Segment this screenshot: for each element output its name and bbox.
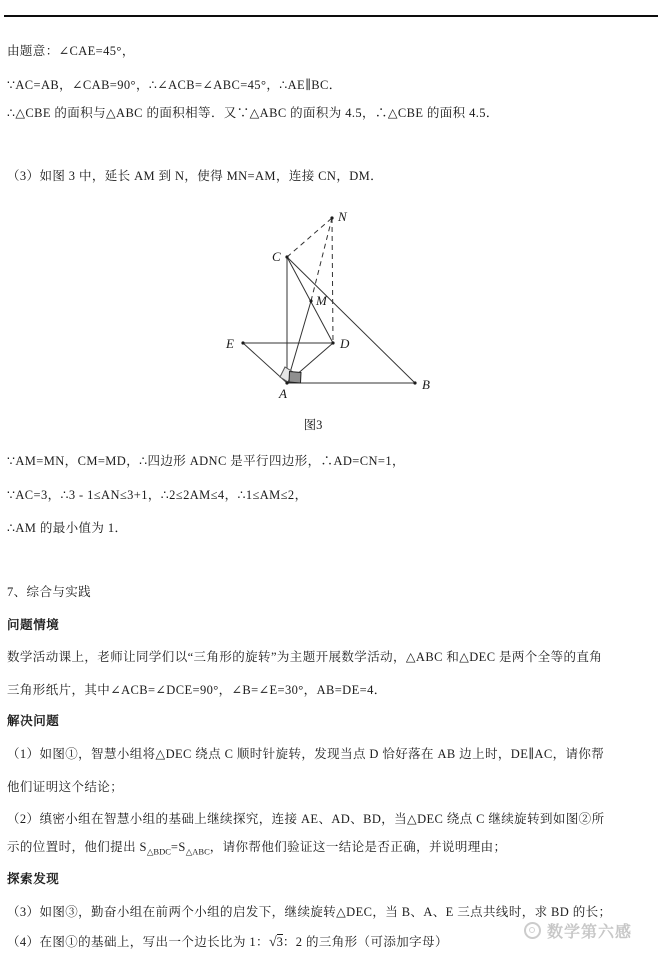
q2-text-mid: =S bbox=[170, 840, 186, 854]
point-label-M: M bbox=[316, 293, 327, 308]
problem7-title: 7、综合与实践 bbox=[7, 585, 92, 599]
solid-lines bbox=[243, 257, 415, 383]
situation-line: 三角形纸片，其中∠ACB=∠DCE=90°，∠B=∠E=30°，AB=DE=4． bbox=[7, 683, 387, 697]
q4-text-pre: （4）在图①的基础上，写出一个边长比为 1： bbox=[7, 935, 269, 949]
question2-line: （2）缜密小组在智慧小组的基础上继续探究，连接 AE、AD、BD，当△DEC 绕点 C 继续旋转到如图②所 bbox=[7, 812, 605, 826]
point-label-D: D bbox=[340, 336, 350, 351]
heading-situation: 问题情境 bbox=[7, 618, 60, 632]
radical-sign: √ bbox=[268, 935, 277, 950]
point-label-B: B bbox=[422, 377, 430, 392]
dashed-lines bbox=[287, 218, 333, 343]
part3-step: ∴AM 的最小值为 1． bbox=[7, 521, 128, 535]
question4-line bbox=[7, 935, 448, 950]
part3-step: ∵AM=MN，CM=MD，∴四边形 ADNC 是平行四边形，∴AD=CN=1， bbox=[7, 454, 405, 468]
top-divider-rule bbox=[4, 15, 658, 17]
q2-text-pre: 示的位置时，他们提出 S bbox=[7, 840, 147, 854]
heading-solve: 解决问题 bbox=[7, 714, 60, 728]
q2-subscript-bdc: △BDC bbox=[146, 846, 171, 857]
watermark-logo-icon bbox=[524, 922, 541, 939]
point-label-N: N bbox=[338, 209, 347, 224]
question2-line bbox=[7, 840, 506, 860]
solution-line: 由题意：∠CAE=45°， bbox=[7, 44, 135, 58]
question3-line: （3）如图③，勤奋小组在前两个小组的启发下，继续旋转△DEC，当 B、A、E 三点共线时，求 BD 的长； bbox=[7, 905, 612, 919]
question1-line: 他们证明这个结论； bbox=[7, 780, 124, 794]
q2-subscript-abc: △ABC bbox=[185, 846, 210, 857]
point-label-A: A bbox=[279, 386, 287, 401]
solution-line: ∵AC=AB，∠CAB=90°，∴∠ACB=∠ABC=45°，∴AE∥BC． bbox=[7, 78, 342, 92]
part3-intro: （3）如图 3 中，延长 AM 到 N，使得 MN=AM，连接 CN，DM． bbox=[7, 169, 384, 183]
watermark-text: 数学第六感 bbox=[547, 923, 633, 941]
point-label-E: E bbox=[226, 336, 234, 351]
situation-line: 数学活动课上，老师让同学们以“三角形的旋转”为主题开展数学活动，△ABC 和△DEC 是两个全等的直角 bbox=[7, 650, 603, 664]
part3-step: ∵AC=3，∴3 - 1≤AN≤3+1，∴2≤2AM≤4，∴1≤AM≤2， bbox=[7, 488, 308, 502]
heading-explore: 探索发现 bbox=[7, 872, 60, 886]
question1-line: （1）如图①，智慧小组将△DEC 绕点 C 顺时针旋转，发现当点 D 恰好落在 AB 边上时，DE∥AC，请你帮 bbox=[7, 747, 605, 761]
q2-text-post: ，请你帮他们验证这一结论是否正确，并说明理由； bbox=[209, 840, 507, 854]
figure-caption: 图3 bbox=[303, 418, 323, 432]
watermark bbox=[524, 919, 660, 941]
point-label-C: C bbox=[272, 249, 281, 264]
solution-line: ∴△CBE 的面积与△ABC 的面积相等．又∵△ABC 的面积为 4.5，∴△CBE 的面积 4.5． bbox=[7, 106, 499, 120]
geometry-figure-3 bbox=[195, 197, 445, 437]
q4-text-post: ：2 的三角形（可添加字母） bbox=[282, 935, 448, 949]
right-angle-marker-filled bbox=[289, 372, 301, 384]
radicand: 3 bbox=[276, 935, 283, 949]
